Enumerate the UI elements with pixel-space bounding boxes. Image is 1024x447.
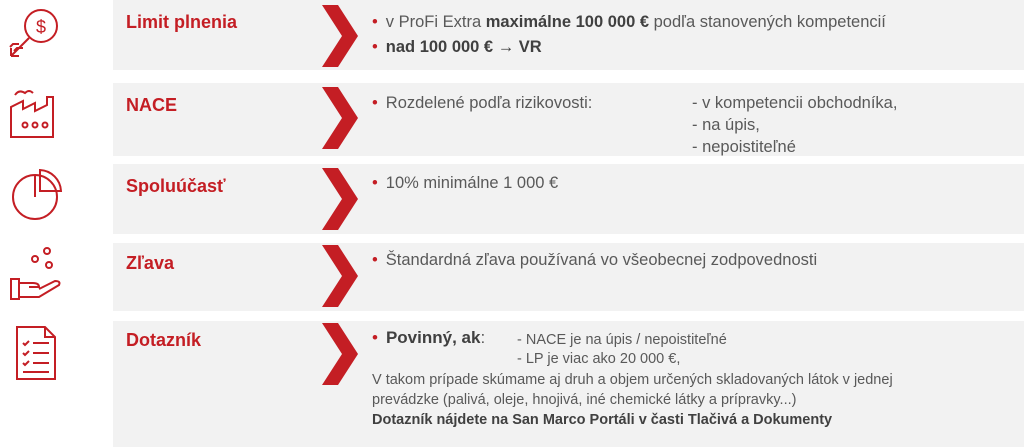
nace-option: - nepoistiteľné: [692, 138, 796, 156]
nace-option: - v kompetencii obchodníka,: [692, 94, 898, 112]
bullet-item: • Rozdelené podľa rizikovosti:: [372, 94, 593, 112]
row-label: Limit plnenia: [126, 12, 238, 32]
row-band-spoluucast: [113, 164, 1024, 234]
bullet-item: • Štandardná zľava používaná vo všeobecnej zodpovednosti: [372, 251, 818, 269]
condition-line: - NACE je na úpis / nepoistiteľné: [517, 332, 727, 348]
bullet-item: • Povinný, ak:: [372, 328, 486, 347]
factory-icon: [5, 83, 65, 143]
row-label: Dotazník: [126, 330, 202, 350]
paragraph-line: V takom prípade skúmame aj druh a objem určených skladovaných látok v jednej: [372, 372, 893, 388]
condition-line: - LP je viac ako 20 000 €,: [517, 351, 681, 367]
target-coin-icon: [5, 4, 65, 64]
row-label: Zľava: [126, 253, 174, 273]
svg-text:$: $: [35, 17, 47, 37]
chevron-right-icon: [322, 87, 358, 149]
chevron-right-icon: [322, 168, 358, 230]
portal-note: Dotazník nájdete na San Marco Portáli v časti Tlačivá a Dokumenty: [372, 412, 833, 428]
row-label: NACE: [126, 95, 178, 115]
checklist-icon: [5, 323, 65, 383]
nace-option: - na úpis,: [692, 116, 760, 134]
bullet-item: • 10% minimálne 1 000 €: [372, 174, 559, 192]
pie-chart-icon: [5, 165, 65, 225]
row-label: Spoluúčasť: [126, 176, 226, 196]
hand-coins-icon: [5, 245, 65, 305]
chevron-right-icon: [322, 323, 358, 385]
paragraph-line: prevádzke (palivá, oleje, hnojivá, iné chemické látky a prípravky...): [372, 392, 797, 408]
chevron-right-icon: [322, 245, 358, 307]
bullet-item: • v ProFi Extra maximálne 100 000 € podľa stanovených kompetencií: [372, 13, 886, 31]
bullet-item: • nad 100 000 € → VR: [372, 38, 542, 56]
chevron-right-icon: [322, 5, 358, 67]
